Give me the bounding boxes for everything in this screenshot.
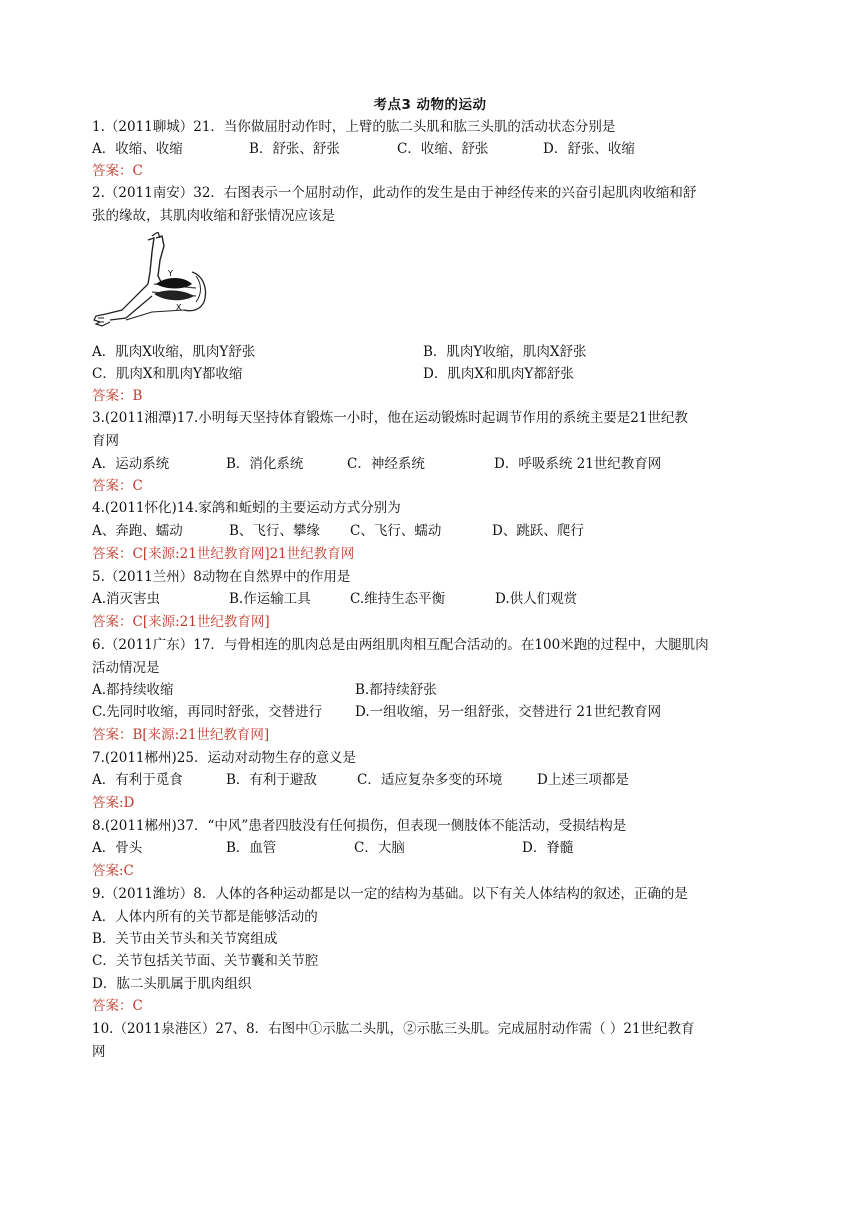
option-c: C.先同时收缩，再同时舒张，交替进行 xyxy=(92,704,323,720)
option-b: B．血管 xyxy=(226,840,277,856)
question-10-stem: 10.（2011泉港区）27、8．右图中①示肱二头肌，②示肱三头肌。完成屈肘动作需（ ）21世纪教育 xyxy=(92,1021,695,1037)
question-8-answer: 答案:C xyxy=(92,863,134,879)
question-6-stem: 6.（2011广东）17．与骨相连的肌肉总是由两组肌肉相互配合活动的。在100米跑的过程中，大腿肌肉 xyxy=(92,637,709,653)
question-7-stem: 7.(2011郴州)25．运动对动物生存的意义是 xyxy=(92,750,356,766)
option-a: A．收缩、收缩 xyxy=(92,141,183,157)
question-6-options-row1 xyxy=(92,681,772,699)
question-4-options xyxy=(92,522,772,540)
question-9-stem: 9.（2011潍坊）8．人体的各种运动都是以一定的结构为基础。以下有关人体结构的叙述，正确的是 xyxy=(92,886,688,902)
question-2-options-row2 xyxy=(92,365,772,383)
option-a: A．运动系统 xyxy=(92,456,170,472)
option-b: B．肌肉Y收缩，肌肉X舒张 xyxy=(423,344,587,360)
question-9-answer: 答案：C xyxy=(92,998,143,1014)
option-b: B．消化系统 xyxy=(226,456,304,472)
option-b: B．有利于避敌 xyxy=(226,772,317,788)
option-c: C．肌肉X和肌肉Y都收缩 xyxy=(92,366,243,382)
option-c: C、飞行、蠕动 xyxy=(350,523,442,539)
question-1-stem: 1.（2011聊城）21．当你做屈肘动作时，上臂的肱二头肌和肱三头肌的活动状态分别是 xyxy=(92,119,616,135)
option-c: C．适应复杂多变的环境 xyxy=(357,772,503,788)
option-b: B．关节由关节头和关节窝组成 xyxy=(92,931,278,947)
question-5-answer: 答案：C[来源:21世纪教育网] xyxy=(92,614,270,630)
option-d: D、跳跃、爬行 xyxy=(492,523,584,539)
option-a: A．肌肉X收缩，肌肉Y舒张 xyxy=(92,344,256,360)
option-a: A、奔跑、蠕动 xyxy=(92,523,183,539)
question-7-options xyxy=(92,771,772,789)
label-y: Y xyxy=(168,269,173,278)
option-c: C．神经系统 xyxy=(347,456,425,472)
question-1-answer: 答案：C xyxy=(92,163,143,179)
question-2-stem: 2.（2011南安）32．右图表示一个屈肘动作，此动作的发生是由于神经传来的兴奋引起肌肉收缩和舒 xyxy=(92,185,697,201)
question-7-answer: 答案:D xyxy=(92,795,135,811)
option-d: D.供人们观赏 xyxy=(495,591,578,607)
option-a: A.都持续收缩 xyxy=(92,682,174,698)
question-3-answer: 答案：C xyxy=(92,478,143,494)
question-3-stem-cont: 育网 xyxy=(92,433,119,449)
question-5-options xyxy=(92,590,772,608)
question-8-stem: 8.(2011郴州)37．“中风”患者四肢没有任何损伤，但表现一侧肢体不能活动，受损结构是 xyxy=(92,818,627,834)
question-3-options xyxy=(92,455,772,473)
option-c: C．大脑 xyxy=(354,840,405,856)
question-2-stem-cont: 张的缘故，其肌肉收缩和舒张情况应该是 xyxy=(92,208,335,224)
question-5-stem: 5.（2011兰州）8动物在自然界中的作用是 xyxy=(92,569,351,585)
option-a: A.消灭害虫 xyxy=(92,591,161,607)
option-b: B.作运输工具 xyxy=(229,591,311,607)
option-b: B、飞行、攀缘 xyxy=(229,523,320,539)
question-8-options xyxy=(92,839,772,857)
page-title: 考点3 动物的运动 xyxy=(373,97,487,113)
option-c: C.维持生态平衡 xyxy=(350,591,446,607)
option-b: B．舒张、舒张 xyxy=(249,141,340,157)
question-6-stem-cont: 活动情况是 xyxy=(92,660,160,676)
option-d: D上述三项都是 xyxy=(537,772,629,788)
option-c: C．关节包括关节面、关节囊和关节腔 xyxy=(92,953,319,969)
question-4-answer: 答案：C[来源:21世纪教育网]21世纪教育网 xyxy=(92,546,355,562)
question-2-options-row1 xyxy=(92,343,772,361)
question-6-options-row2 xyxy=(92,703,772,721)
option-c: C．收缩、舒张 xyxy=(397,141,489,157)
option-d: D．肌肉X和肌肉Y都舒张 xyxy=(423,366,574,382)
question-1-options xyxy=(92,140,772,158)
option-d: D．肱二头肌属于肌肉组织 xyxy=(92,976,252,992)
question-4-stem: 4.(2011怀化)14.家鸽和蚯蚓的主要运动方式分别为 xyxy=(92,500,401,516)
question-3-stem: 3.(2011湘潭)17.小明每天坚持体育锻炼一小时，他在运动锻炼时起调节作用的系统主要是21世纪教 xyxy=(92,410,688,426)
option-a: A．有利于觅食 xyxy=(92,772,183,788)
arm-flexion-figure xyxy=(92,232,222,330)
option-d: D．舒张、收缩 xyxy=(543,141,635,157)
label-x: X xyxy=(176,303,182,312)
question-2-answer: 答案：B xyxy=(92,388,143,404)
option-b: B.都持续舒张 xyxy=(355,682,437,698)
option-a: A．人体内所有的关节都是能够活动的 xyxy=(92,909,318,925)
option-d: D．呼吸系统 21世纪教育网 xyxy=(494,456,662,472)
question-10-stem-cont: 网 xyxy=(92,1044,106,1060)
option-d: D.一组收缩，另一组舒张，交替进行 21世纪教育网 xyxy=(355,704,662,720)
option-d: D．脊髓 xyxy=(522,840,574,856)
option-a: A．骨头 xyxy=(92,840,143,856)
question-6-answer: 答案：B[来源:21世纪教育网] xyxy=(92,727,270,743)
